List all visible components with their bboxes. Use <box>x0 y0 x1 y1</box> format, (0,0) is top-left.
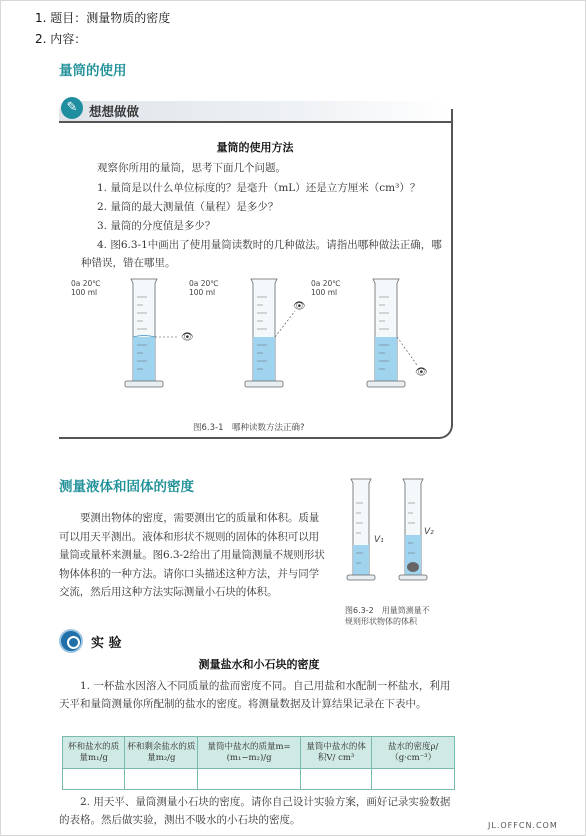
table-header-cell: 量筒中盐水的体积V/ cm³ <box>300 737 372 769</box>
experiment-title: 实 验 <box>91 636 122 651</box>
figure-6-3-2 <box>345 473 455 593</box>
think-box <box>59 101 453 439</box>
section-title-density: 测量液体和固体的密度 <box>59 479 194 495</box>
think-box-title: 想想做做 <box>89 104 140 119</box>
cylinder-v1 <box>347 479 375 580</box>
experiment-paragraph-1: 1. 一杯盐水因溶入不同质量的盐而密度不同。自己用盐和水配制一杯盐水，利用天平和量筒测量你所配制的盐水的密度。将测量数据及计算结果记录在下表中。 <box>59 680 451 710</box>
table-header-cell: 量筒中盐水的质量m=(m₁−m₂)/g <box>198 737 300 769</box>
v1-label: V₁ <box>374 535 384 545</box>
eye-icon-1: 👁 <box>181 332 194 343</box>
experiment-icon <box>59 629 83 653</box>
table-cell <box>63 769 125 790</box>
table-cell <box>198 769 300 790</box>
think-question-2: 2. 量筒的最大测量值（量程）是多少？ <box>97 201 279 213</box>
header-item-2: 2. 内容： <box>35 32 87 46</box>
table-cell <box>125 769 198 790</box>
cylinder-1 <box>125 279 194 387</box>
table-header-row <box>63 737 455 769</box>
cylinder-label-2: 0a 20℃ 100 ml <box>189 279 219 297</box>
table-header-cell: 盐水的密度ρ/（g·cm⁻³） <box>372 737 455 769</box>
experiment-paragraph-2: 2. 用天平、量筒测量小石块的密度。请你自己设计实验方案，画好记录实验数据的表格。然后做实验，测出不吸水的小石块的密度。 <box>59 796 451 826</box>
density-paragraph: 要测出物体的密度，需要测出它的质量和体积。质量可以用天平测出。液体和形状不规则的固体的体积可以用量筒或量杯来测量。图6.3-2给出了用量筒测量不规则形状物体体积的一种方法。请你口头描述这种方法，并与同学交流，然后用这种方法实际测量小石块的体积。 <box>59 512 325 598</box>
table-cell <box>372 769 455 790</box>
header-item-1: 1. 题目：测量物质的密度 <box>35 11 171 25</box>
figure-6-3-2-caption-line2: 规则形状物体的体积 <box>345 617 417 626</box>
cylinder-label-1: 0a 20℃ 100 ml <box>71 279 101 297</box>
think-box-header-line <box>59 121 451 123</box>
table-row <box>63 769 455 790</box>
think-box-subtitle: 量筒的使用方法 <box>216 141 294 154</box>
figure-6-3-1 <box>109 273 439 403</box>
think-intro: 观察你所用的量筒，思考下面几个问题。 <box>97 162 286 174</box>
table-cell <box>300 769 372 790</box>
cylinder-v2 <box>399 479 427 580</box>
figure-6-3-2-caption-line1: 图6.3-2 用量筒测量不 <box>345 606 430 615</box>
think-question-1: 1. 量筒是以什么单位标度的？是毫升（mL）还是立方厘米（cm³）？ <box>97 182 421 194</box>
v2-label: V₂ <box>424 527 434 537</box>
salt-water-data-table <box>62 736 455 790</box>
wrench-icon: ✎ <box>61 97 83 119</box>
stone-icon <box>407 562 419 572</box>
table-header-cell: 杯和剩余盐水的质量m₂/g <box>125 737 198 769</box>
cylinder-3 <box>367 279 428 387</box>
eye-icon-3: 👁 <box>415 367 428 378</box>
think-question-3: 3. 量筒的分度值是多少？ <box>97 220 216 232</box>
figure-6-3-1-caption: 图6.3-1 哪种读数方法正确? <box>193 423 305 433</box>
cylinder-label-3: 0a 20℃ 100 ml <box>311 279 341 297</box>
watermark: JL.OFFCN.COM <box>488 821 558 830</box>
section-title-cylinder-use: 量筒的使用 <box>59 63 127 79</box>
think-question-4: 4. 图6.3-1中画出了使用量筒读数时的几种做法。请指出哪种做法正确，哪种错误，错在哪里。 <box>81 239 442 269</box>
experiment-subtitle: 测量盐水和小石块的密度 <box>198 658 320 671</box>
eye-icon-2: 👁 <box>293 301 306 312</box>
table-header-cell: 杯和盐水的质量m₁/g <box>63 737 125 769</box>
cylinder-2 <box>245 279 306 387</box>
